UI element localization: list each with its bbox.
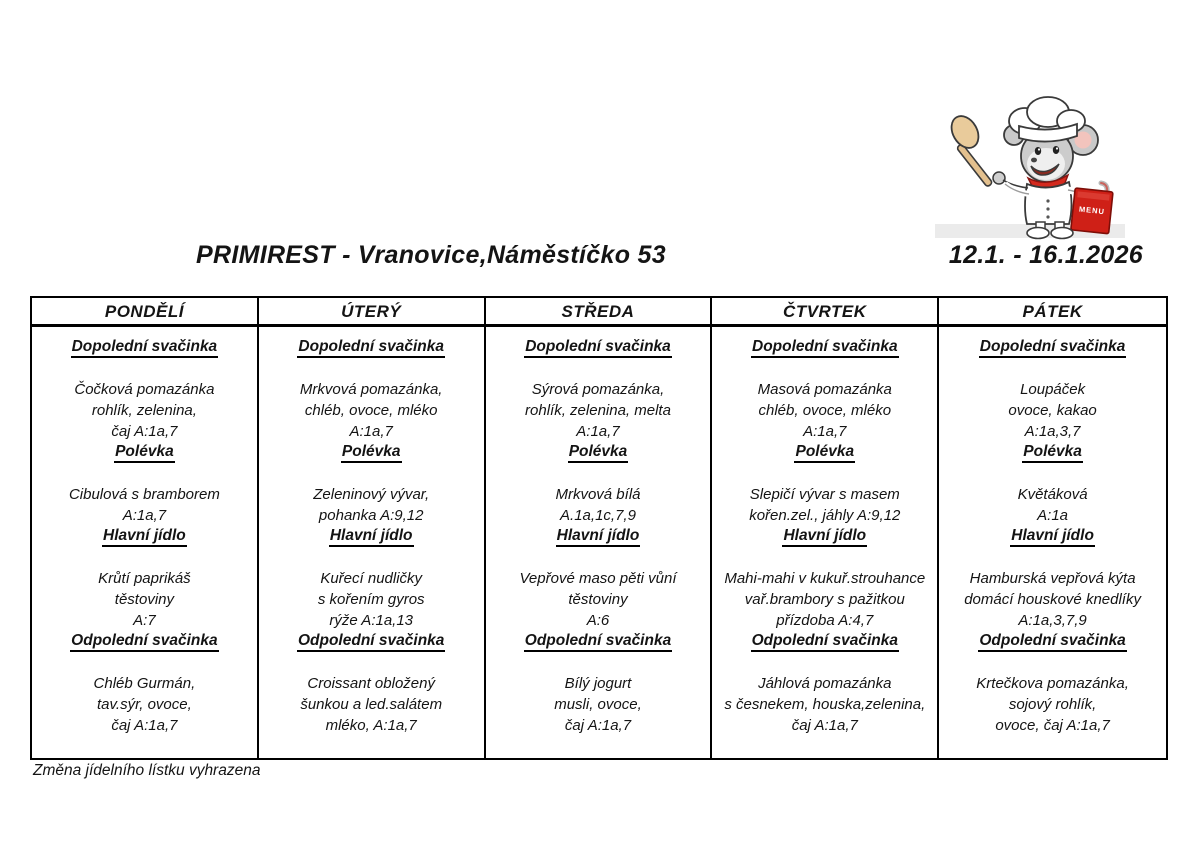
spacer [712, 652, 937, 673]
menu-item-line: tav.sýr, ovoce, [97, 696, 192, 713]
menu-item-line: Mahi-mahi v kukuř.strouhance [724, 570, 926, 587]
menu-item-line: čaj A:1a,7 [791, 717, 858, 734]
spacer [712, 463, 937, 484]
menu-item-line: sojový rohlík, [1008, 696, 1097, 713]
menu-item-line: pohanka A:9,12 [318, 507, 424, 524]
menu-item-line: rohlík, zelenina, melta [525, 402, 671, 419]
section-heading-main [486, 526, 711, 547]
section-heading-label: Dopolední svačinka [71, 338, 219, 358]
menu-item-line: A:1a,7 [122, 507, 167, 524]
spacer [32, 547, 257, 568]
section-heading-label: Hlavní jídlo [102, 527, 187, 547]
spacer [32, 652, 257, 673]
menu-item-line: Sýrová pomazánka, [531, 381, 665, 398]
section-heading-morning-snack [712, 337, 937, 358]
menu-item-line: s kořením gyros [317, 591, 425, 608]
menu-item-line: ovoce, kakao [1008, 402, 1097, 419]
spacer [32, 358, 257, 379]
menu-item-line: Hamburská vepřová kýta [969, 570, 1136, 587]
menu-item-line: těstoviny [568, 591, 628, 608]
menu-item-line: čaj A:1a,7 [564, 717, 632, 734]
menu-item-line: musli, ovoce, [554, 696, 642, 713]
date-range: 12.1. - 16.1.2026 [948, 241, 1143, 269]
section-heading-label: Odpolední svačinka [297, 632, 445, 652]
chef-hat-icon [1009, 97, 1085, 142]
spacer [712, 547, 937, 568]
menu-item-line: Masová pomazánka [757, 381, 892, 398]
day-menu [712, 327, 937, 758]
spacer [486, 652, 711, 673]
menu-item-line: ovoce, čaj A:1a,7 [995, 717, 1110, 734]
spacer [259, 463, 484, 484]
menu-item-line: Slepičí vývar s masem [749, 486, 900, 503]
day-menu [939, 327, 1166, 758]
menu-table [30, 296, 1168, 760]
section-heading-main [712, 526, 937, 547]
menu-item-line: Croissant obložený [307, 675, 435, 692]
menu-item-line: šunkou a led.salátem [300, 696, 443, 713]
menu-item-line: mléko, A:1a,7 [325, 717, 417, 734]
wooden-spoon-icon [946, 111, 993, 187]
section-heading-afternoon-snack [32, 631, 257, 652]
day-menu [259, 327, 484, 758]
day-column-5 [939, 298, 1166, 758]
menu-item-line: Kuřecí nudličky [320, 570, 423, 587]
section-heading-label: Odpolední svačinka [524, 632, 672, 652]
section-heading-morning-snack [32, 337, 257, 358]
spacer [259, 547, 484, 568]
menu-item-line: Zeleninový vývar, [313, 486, 430, 503]
section-heading-afternoon-snack [259, 631, 484, 652]
menu-item-line: Čočková pomazánka [74, 381, 215, 398]
section-heading-label: Dopolední svačinka [524, 338, 672, 358]
section-heading-label: Polévka [1022, 443, 1083, 463]
menu-item-line: A:1a,7 [349, 423, 393, 440]
spacer [939, 652, 1166, 673]
section-heading-label: Dopolední svačinka [979, 338, 1127, 358]
menu-item-line: rohlík, zelenina, [91, 402, 197, 419]
menu-item-line: vař.brambory s pažitkou [744, 591, 905, 608]
section-heading-label: Hlavní jídlo [556, 527, 641, 547]
menu-item-line: domácí houskové knedlíky [964, 591, 1141, 608]
section-heading-morning-snack [259, 337, 484, 358]
chef-mouse-logo [935, 88, 1125, 240]
menu-item-line: A:6 [586, 612, 610, 629]
day-header: ČTVRTEK [712, 298, 937, 327]
spacer [486, 547, 711, 568]
chef-mouse-icon [935, 88, 1125, 240]
spacer [486, 463, 711, 484]
menu-item-line: s česnekem, houska,zelenina, [724, 696, 926, 713]
menu-item-line: Jáhlová pomazánka [758, 675, 892, 692]
section-heading-label: Polévka [114, 443, 175, 463]
menu-item-line: Bílý jogurt [564, 675, 632, 692]
spacer [486, 358, 711, 379]
section-heading-label: Hlavní jídlo [1010, 527, 1095, 547]
section-heading-soup [486, 442, 711, 463]
section-heading-label: Polévka [341, 443, 402, 463]
section-heading-label: Polévka [568, 443, 629, 463]
menu-item-line: chléb, ovoce, mléko [304, 402, 438, 419]
menu-item-line: A:1a,3,7,9 [1018, 612, 1087, 629]
menu-item-line: Chléb Gurmán, [93, 675, 196, 692]
day-menu [486, 327, 711, 758]
day-column-3 [486, 298, 713, 758]
menu-book-label: MENU [1078, 204, 1106, 217]
section-heading-soup [32, 442, 257, 463]
day-header: ÚTERÝ [259, 298, 484, 327]
menu-item-line: chléb, ovoce, mléko [758, 402, 892, 419]
spacer [712, 358, 937, 379]
day-header: STŘEDA [486, 298, 711, 327]
section-heading-label: Odpolední svačinka [978, 632, 1126, 652]
day-header: PONDĚLÍ [32, 298, 257, 327]
section-heading-morning-snack [486, 337, 711, 358]
spacer [939, 463, 1166, 484]
section-heading-label: Dopolední svačinka [297, 338, 445, 358]
menu-item-line: A:1a [1037, 507, 1069, 524]
menu-item-line: A:1a,7 [576, 423, 620, 440]
section-heading-label: Hlavní jídlo [782, 527, 867, 547]
section-heading-label: Dopolední svačinka [751, 338, 899, 358]
menu-item-line: Loupáček [1020, 381, 1086, 398]
menu-item-line: Mrkvová pomazánka, [299, 381, 443, 398]
section-heading-label: Polévka [794, 443, 855, 463]
menu-item-line: Krůtí paprikáš [98, 570, 191, 587]
spacer [259, 652, 484, 673]
menu-item-line: Cibulová s bramborem [68, 486, 220, 503]
menu-item-line: Květáková [1017, 486, 1088, 503]
section-heading-main [939, 526, 1166, 547]
spacer [939, 547, 1166, 568]
menu-item-line: A:1a,3,7 [1024, 423, 1081, 440]
section-heading-main [32, 526, 257, 547]
section-heading-label: Odpolední svačinka [70, 632, 218, 652]
menu-item-line: A.1a,1c,7,9 [560, 507, 636, 524]
section-heading-label: Odpolední svačinka [751, 632, 899, 652]
section-heading-afternoon-snack [712, 631, 937, 652]
spacer [259, 358, 484, 379]
footer-note: Změna jídelního lístku vyhrazena [33, 762, 261, 779]
day-column-1 [32, 298, 259, 758]
spacer [939, 358, 1166, 379]
menu-item-line: A:7 [133, 612, 156, 629]
menu-book-icon [1071, 188, 1113, 234]
section-heading-main [259, 526, 484, 547]
menu-item-line: Krtečkova pomazánka, [976, 675, 1129, 692]
day-menu [32, 327, 257, 758]
menu-item-line: Mrkvová bílá [555, 486, 641, 503]
section-heading-label: Hlavní jídlo [329, 527, 414, 547]
menu-item-line: čaj A:1a,7 [111, 717, 178, 734]
day-column-4 [712, 298, 939, 758]
section-heading-soup [259, 442, 484, 463]
menu-item-line: A:1a,7 [803, 423, 847, 440]
menu-item-line: těstoviny [114, 591, 174, 608]
section-heading-soup [712, 442, 937, 463]
menu-item-line: kořen.zel., jáhly A:9,12 [749, 507, 901, 524]
section-heading-morning-snack [939, 337, 1166, 358]
menu-item-line: přízdoba A:4,7 [776, 612, 874, 629]
menu-item-line: čaj A:1a,7 [111, 423, 178, 440]
section-heading-afternoon-snack [939, 631, 1166, 652]
menu-item-line: Vepřové maso pěti vůní [519, 570, 677, 587]
section-heading-afternoon-snack [486, 631, 711, 652]
page-title: PRIMIREST - Vranovice,Náměstíčko 53 [196, 241, 666, 269]
day-header: PÁTEK [939, 298, 1166, 327]
spacer [32, 463, 257, 484]
section-heading-soup [939, 442, 1166, 463]
menu-item-line: rýže A:1a,13 [329, 612, 414, 629]
day-column-2 [259, 298, 486, 758]
